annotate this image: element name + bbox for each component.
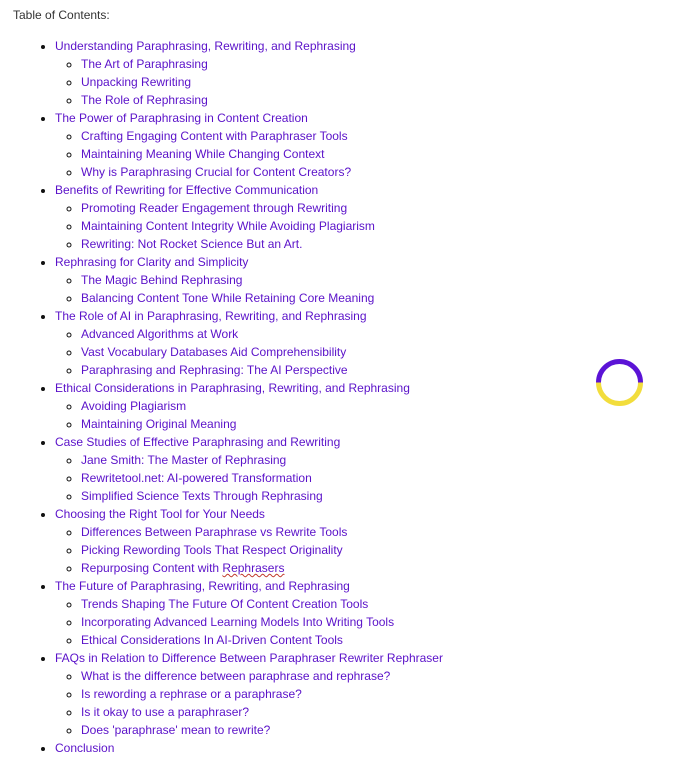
toc-subsection-item	[81, 703, 443, 721]
toc-subsection-item	[81, 415, 443, 433]
toc-heading: Table of Contents:	[13, 8, 110, 22]
toc-subsection-link[interactable]: The Role of Rephrasing	[81, 93, 208, 107]
toc-subsection-link[interactable]: Is it okay to use a paraphraser?	[81, 705, 250, 719]
toc-section-item	[55, 37, 443, 109]
toc-subsection-item	[81, 595, 443, 613]
toc-subsection-item	[81, 289, 443, 307]
toc-subsection-item	[81, 523, 443, 541]
toc-section-item	[55, 379, 443, 433]
toc-subsection-link[interactable]: Promoting Reader Engagement through Rewriting	[81, 201, 348, 215]
toc-subsection-link[interactable]: Crafting Engaging Content with Paraphraser Tools	[81, 129, 348, 143]
toc-section-link[interactable]: FAQs in Relation to Difference Between Paraphraser Rewriter Rephraser	[55, 651, 443, 665]
toc-subsection-item	[81, 685, 443, 703]
toc-section-item	[55, 307, 443, 379]
loading-spinner-icon	[595, 358, 644, 407]
toc-subsection-list	[55, 451, 443, 505]
toc-section-link[interactable]: The Role of AI in Paraphrasing, Rewriting, and Rephrasing	[55, 309, 367, 323]
toc-subsection-link[interactable]: Picking Rewording Tools That Respect Originality	[81, 543, 343, 557]
toc-subsection-list	[55, 667, 443, 739]
toc-subsection-link[interactable]: What is the difference between paraphrase and rephrase?	[81, 669, 391, 683]
toc-subsection-item	[81, 91, 443, 109]
toc-subsection-list	[55, 523, 443, 577]
toc-subsection-link[interactable]: Rewriting: Not Rocket Science But an Art.	[81, 237, 303, 251]
toc-subsection-item	[81, 361, 443, 379]
toc-section-item	[55, 649, 443, 739]
toc-section-item	[55, 505, 443, 577]
toc-subsection-item	[81, 613, 443, 631]
toc-subsection-link[interactable]: The Art of Paraphrasing	[81, 57, 208, 71]
toc-subsection-item	[81, 721, 443, 739]
toc-section-item	[55, 739, 443, 757]
toc-subsection-link[interactable]: Simplified Science Texts Through Rephrasing	[81, 489, 323, 503]
toc-subsection-item	[81, 559, 443, 577]
toc-subsection-item	[81, 487, 443, 505]
toc-subsection-item	[81, 541, 443, 559]
toc-subsection-list	[55, 55, 443, 109]
toc-subsection-link[interactable]: Maintaining Original Meaning	[81, 417, 237, 431]
toc-section-item	[55, 109, 443, 181]
toc-section-item	[55, 433, 443, 505]
toc-section-link[interactable]: Rephrasing for Clarity and Simplicity	[55, 255, 249, 269]
toc-subsection-item	[81, 55, 443, 73]
toc-subsection-link[interactable]: Unpacking Rewriting	[81, 75, 192, 89]
toc-section-link[interactable]: Ethical Considerations in Paraphrasing, Rewriting, and Rephrasing	[55, 381, 410, 395]
toc-section-item	[55, 577, 443, 649]
toc-subsection-link[interactable]: Advanced Algorithms at Work	[81, 327, 239, 341]
toc-subsection-link[interactable]: Repurposing Content with Rephrasers	[81, 561, 285, 575]
toc-subsection-link[interactable]: Incorporating Advanced Learning Models Into Writing Tools	[81, 615, 395, 629]
toc-subsection-link[interactable]: Paraphrasing and Rephrasing: The AI Perspective	[81, 363, 348, 377]
toc-subsection-item	[81, 451, 443, 469]
toc-subsection-link[interactable]: Is rewording a rephrase or a paraphrase?	[81, 687, 302, 701]
toc-section-link[interactable]: Case Studies of Effective Paraphrasing and Rewriting	[55, 435, 341, 449]
toc-subsection-item	[81, 271, 443, 289]
toc-subsection-link[interactable]: Balancing Content Tone While Retaining Core Meaning	[81, 291, 375, 305]
spellcheck-word: Rephrasers	[222, 561, 285, 575]
toc-subsection-item	[81, 325, 443, 343]
toc-subsection-item	[81, 199, 443, 217]
toc-subsection-list	[55, 199, 443, 253]
toc-subsection-item	[81, 469, 443, 487]
toc-subsection-link[interactable]: Why is Paraphrasing Crucial for Content Creators?	[81, 165, 352, 179]
table-of-contents	[0, 37, 443, 757]
toc-subsection-item	[81, 73, 443, 91]
toc-subsection-link[interactable]: Rewritetool.net: AI-powered Transformation	[81, 471, 312, 485]
toc-subsection-item	[81, 631, 443, 649]
toc-subsection-item	[81, 397, 443, 415]
toc-section-link[interactable]: Conclusion	[55, 741, 115, 755]
toc-section-item	[55, 253, 443, 307]
toc-subsection-link[interactable]: Differences Between Paraphrase vs Rewrite Tools	[81, 525, 348, 539]
toc-subsection-link[interactable]: Trends Shaping The Future Of Content Creation Tools	[81, 597, 369, 611]
toc-subsection-item	[81, 163, 443, 181]
toc-subsection-link[interactable]: The Magic Behind Rephrasing	[81, 273, 243, 287]
toc-subsection-item	[81, 145, 443, 163]
toc-subsection-link[interactable]: Vast Vocabulary Databases Aid Comprehensibility	[81, 345, 347, 359]
toc-subsection-item	[81, 343, 443, 361]
toc-subsection-link[interactable]: Jane Smith: The Master of Rephrasing	[81, 453, 287, 467]
toc-subsection-list	[55, 325, 443, 379]
toc-section-link[interactable]: Understanding Paraphrasing, Rewriting, and Rephrasing	[55, 39, 356, 53]
toc-section-link[interactable]: Choosing the Right Tool for Your Needs	[55, 507, 265, 521]
toc-subsection-link[interactable]: Maintaining Content Integrity While Avoiding Plagiarism	[81, 219, 375, 233]
toc-subsection-item	[81, 127, 443, 145]
toc-subsection-list	[55, 595, 443, 649]
toc-subsection-list	[55, 397, 443, 433]
toc-subsection-list	[55, 127, 443, 181]
toc-section-link[interactable]: The Future of Paraphrasing, Rewriting, and Rephrasing	[55, 579, 350, 593]
toc-subsection-link[interactable]: Maintaining Meaning While Changing Context	[81, 147, 325, 161]
toc-section-link[interactable]: The Power of Paraphrasing in Content Creation	[55, 111, 308, 125]
toc-subsection-list	[55, 271, 443, 307]
toc-section-item	[55, 181, 443, 253]
toc-subsection-link[interactable]: Does 'paraphrase' mean to rewrite?	[81, 723, 271, 737]
toc-subsection-item	[81, 667, 443, 685]
toc-section-link[interactable]: Benefits of Rewriting for Effective Communication	[55, 183, 319, 197]
toc-subsection-item	[81, 235, 443, 253]
toc-subsection-link[interactable]: Avoiding Plagiarism	[81, 399, 187, 413]
toc-subsection-item	[81, 217, 443, 235]
toc-subsection-link[interactable]: Ethical Considerations In AI-Driven Content Tools	[81, 633, 343, 647]
